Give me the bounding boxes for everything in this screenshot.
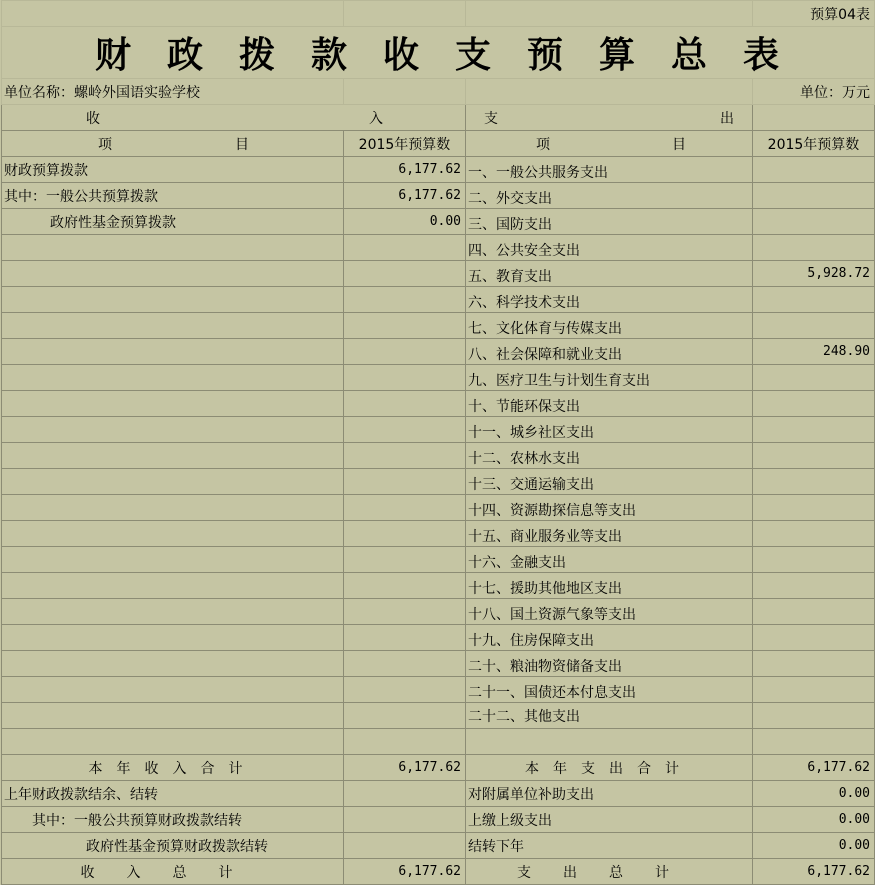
table-row [2,183,875,209]
expense-value [753,703,875,729]
income-item-header: 项 [98,136,112,153]
income-label: 其中：一般公共预算拨款 [2,183,344,209]
income-budget-header: 2015年预算数 [344,131,466,157]
income-value: 0.00 [344,209,466,235]
expense-item-header-2: 目 [672,136,686,153]
income-label: 政府性基金预算拨款 [2,209,344,235]
expense-item-header: 项 [536,136,550,153]
expense-header-2: 出 [720,110,734,127]
page-title: 财政拨款收支预算总表 [2,27,875,79]
expense-value [753,209,875,235]
expense-label: 一、一般公共服务支出 [466,157,753,183]
expense-value [753,287,875,313]
income-grand-total-value: 6,177.62 [344,859,466,885]
carry-income-label: 政府性基金预算财政拨款结转 [2,833,344,859]
expense-value [753,547,875,573]
expense-label: 十三、交通运输支出 [466,469,753,495]
expense-value [753,183,875,209]
carry-row [2,781,875,807]
carry-income-label: 其中：一般公共预算财政拨款结转 [2,807,344,833]
table-row [2,235,875,261]
table-row [2,495,875,521]
expense-label: 五、教育支出 [466,261,753,287]
income-year-total-value: 6,177.62 [344,755,466,781]
table-row [2,703,875,729]
expense-value [753,495,875,521]
expense-label: 十一、城乡社区支出 [466,417,753,443]
form-number-row [2,1,875,27]
section-header-row [2,105,875,131]
table-row [2,573,875,599]
carry-expense-value: 0.00 [753,781,875,807]
unit-row [2,79,875,105]
expense-header: 支 [484,110,498,127]
expense-value [753,677,875,703]
table-row [2,339,875,365]
expense-value [753,157,875,183]
carry-expense-label: 结转下年 [466,833,753,859]
expense-label: 十五、商业服务业等支出 [466,521,753,547]
table-row [2,391,875,417]
expense-label: 四、公共安全支出 [466,235,753,261]
expense-label: 十七、援助其他地区支出 [466,573,753,599]
expense-value [753,573,875,599]
expense-grand-total-label: 支出总计 [466,859,753,885]
carry-expense-label: 对附属单位补助支出 [466,781,753,807]
income-header-2: 入 [369,110,383,127]
carry-expense-value: 0.00 [753,807,875,833]
table-row [2,677,875,703]
expense-year-total-label: 本年支出合计 [466,755,753,781]
expense-value [753,651,875,677]
expense-label: 八、社会保障和就业支出 [466,339,753,365]
form-number: 预算04表 [753,1,875,27]
expense-label: 十四、资源勘探信息等支出 [466,495,753,521]
expense-label: 二、外交支出 [466,183,753,209]
expense-label: 二十一、国债还本付息支出 [466,677,753,703]
table-row [2,209,875,235]
expense-value [753,235,875,261]
expense-label: 二十二、其他支出 [466,703,753,729]
table-row [2,651,875,677]
expense-value: 5,928.72 [753,261,875,287]
expense-value [753,365,875,391]
expense-label: 十、节能环保支出 [466,391,753,417]
table-row [2,365,875,391]
unit-name: 单位名称：螺岭外国语实验学校 [2,79,344,105]
budget-table [1,0,875,885]
table-row [2,625,875,651]
year-total-row [2,755,875,781]
expense-value [753,313,875,339]
table-row [2,547,875,573]
expense-value [753,521,875,547]
expense-value [753,469,875,495]
empty-row [2,729,875,755]
carry-expense-value: 0.00 [753,833,875,859]
table-row [2,417,875,443]
expense-grand-total-value: 6,177.62 [753,859,875,885]
expense-label: 十八、国土资源气象等支出 [466,599,753,625]
expense-value [753,391,875,417]
table-row [2,313,875,339]
expense-budget-header: 2015年预算数 [753,131,875,157]
expense-value [753,625,875,651]
carry-row [2,807,875,833]
expense-label: 三、国防支出 [466,209,753,235]
column-header-row [2,131,875,157]
table-row [2,157,875,183]
table-row [2,469,875,495]
expense-label: 十九、住房保障支出 [466,625,753,651]
expense-value [753,443,875,469]
expense-year-total-value: 6,177.62 [753,755,875,781]
income-item-header-2: 目 [235,136,249,153]
expense-label: 十二、农林水支出 [466,443,753,469]
expense-label: 九、医疗卫生与计划生育支出 [466,365,753,391]
income-grand-total-label: 收入总计 [2,859,344,885]
unit-label: 单位：万元 [753,79,875,105]
carry-income-value [344,807,466,833]
carry-income-label: 上年财政拨款结余、结转 [2,781,344,807]
table-row [2,521,875,547]
table-row [2,261,875,287]
expense-label: 七、文化体育与传媒支出 [466,313,753,339]
table-row [2,443,875,469]
income-year-total-label: 本年收入合计 [2,755,344,781]
table-row [2,599,875,625]
carry-income-value [344,833,466,859]
expense-label: 十六、金融支出 [466,547,753,573]
expense-label: 六、科学技术支出 [466,287,753,313]
expense-value: 248.90 [753,339,875,365]
expense-label: 二十、粮油物资储备支出 [466,651,753,677]
income-label: 财政预算拨款 [2,157,344,183]
carry-row [2,833,875,859]
income-value: 6,177.62 [344,157,466,183]
expense-value [753,417,875,443]
expense-value [753,599,875,625]
title-row [2,27,875,79]
income-header: 收 [86,110,100,127]
carry-expense-label: 上缴上级支出 [466,807,753,833]
carry-income-value [344,781,466,807]
table-row [2,287,875,313]
income-value: 6,177.62 [344,183,466,209]
